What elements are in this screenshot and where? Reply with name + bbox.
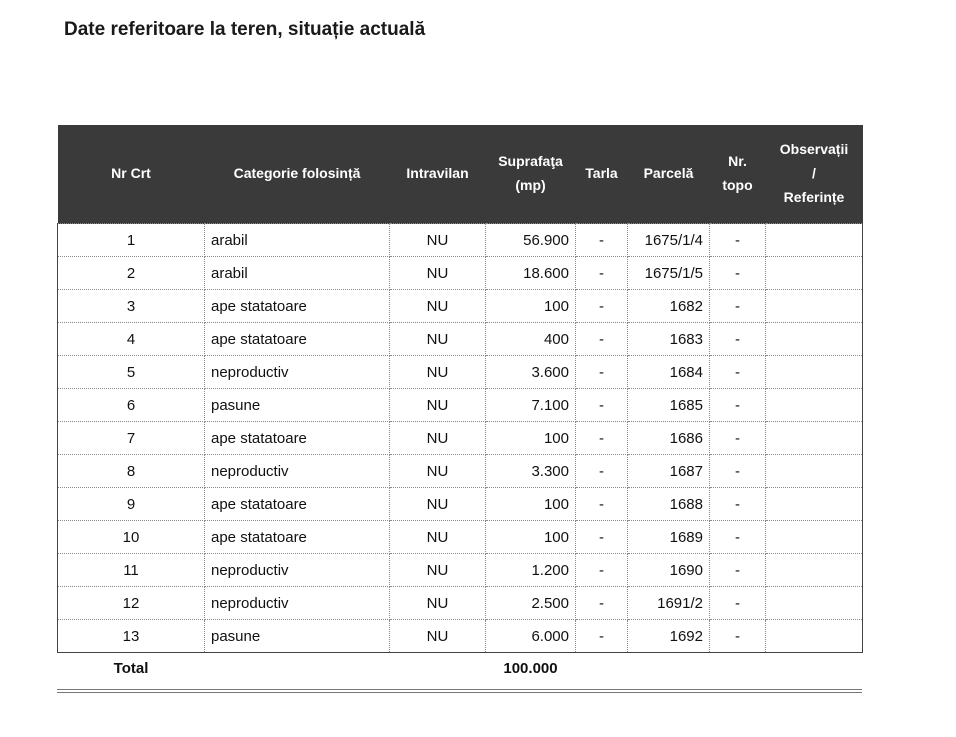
header-nr-crt: Nr Crt bbox=[58, 125, 205, 224]
cell-observatii bbox=[766, 224, 863, 257]
cell-observatii bbox=[766, 620, 863, 653]
cell-tarla: - bbox=[576, 323, 628, 356]
table-row bbox=[58, 455, 863, 488]
header-obs-line3: Referințe bbox=[783, 188, 845, 205]
cell-intravilan: NU bbox=[390, 389, 486, 422]
cell-parcela: 1689 bbox=[628, 521, 710, 554]
cell-tarla: - bbox=[576, 554, 628, 587]
cell-nr-topo: - bbox=[710, 323, 766, 356]
cell-parcela: 1685 bbox=[628, 389, 710, 422]
cell-suprafata: 100 bbox=[486, 422, 576, 455]
cell-intravilan: NU bbox=[390, 587, 486, 620]
cell-parcela: 1675/1/5 bbox=[628, 257, 710, 290]
table-row bbox=[58, 587, 863, 620]
cell-nr: 4 bbox=[58, 323, 205, 356]
total-label: Total bbox=[113, 659, 149, 677]
cell-categorie: ape statatoare bbox=[205, 521, 390, 554]
cell-nr-topo: - bbox=[710, 257, 766, 290]
header-suprafata-line1: Suprafaţa bbox=[498, 153, 563, 170]
cell-categorie: ape statatoare bbox=[205, 323, 390, 356]
table-row bbox=[58, 290, 863, 323]
cell-observatii bbox=[766, 356, 863, 389]
cell-nr-topo: - bbox=[710, 488, 766, 521]
cell-intravilan: NU bbox=[390, 521, 486, 554]
cell-intravilan: NU bbox=[390, 290, 486, 323]
cell-intravilan: NU bbox=[390, 455, 486, 488]
table-row bbox=[58, 554, 863, 587]
total-suprafata: 100.000 bbox=[503, 659, 558, 677]
cell-suprafata: 100 bbox=[486, 290, 576, 323]
total-row bbox=[58, 653, 863, 684]
cell-tarla: - bbox=[576, 620, 628, 653]
cell-suprafata: 7.100 bbox=[486, 389, 576, 422]
cell-suprafata: 400 bbox=[486, 323, 576, 356]
cell-observatii bbox=[766, 257, 863, 290]
cell-intravilan: NU bbox=[390, 422, 486, 455]
cell-categorie: pasune bbox=[205, 620, 390, 653]
cell-suprafata: 6.000 bbox=[486, 620, 576, 653]
cell-parcela: 1686 bbox=[628, 422, 710, 455]
table-row bbox=[58, 323, 863, 356]
header-obs-line2: / bbox=[812, 165, 816, 182]
header-suprafata-line2: (mp) bbox=[515, 177, 546, 193]
cell-suprafata: 1.200 bbox=[486, 554, 576, 587]
cell-nr: 5 bbox=[58, 356, 205, 389]
cell-suprafata: 2.500 bbox=[486, 587, 576, 620]
cell-nr-topo: - bbox=[710, 224, 766, 257]
cell-observatii bbox=[766, 323, 863, 356]
cell-nr: 11 bbox=[58, 554, 205, 587]
cell-suprafata: 100 bbox=[486, 488, 576, 521]
table-row bbox=[58, 488, 863, 521]
cell-observatii bbox=[766, 290, 863, 323]
header-parcela: Parcelă bbox=[628, 125, 710, 224]
cell-nr-topo: - bbox=[710, 389, 766, 422]
cell-nr: 3 bbox=[58, 290, 205, 323]
cell-nr-topo: - bbox=[710, 620, 766, 653]
cell-tarla: - bbox=[576, 356, 628, 389]
cell-categorie: neproductiv bbox=[205, 554, 390, 587]
cell-intravilan: NU bbox=[390, 620, 486, 653]
cell-tarla: - bbox=[576, 488, 628, 521]
cell-observatii bbox=[766, 455, 863, 488]
cell-categorie: neproductiv bbox=[205, 455, 390, 488]
cell-nr-topo: - bbox=[710, 455, 766, 488]
header-topo-line2: topo bbox=[722, 177, 753, 193]
cell-tarla: - bbox=[576, 389, 628, 422]
cell-parcela: 1684 bbox=[628, 356, 710, 389]
cell-intravilan: NU bbox=[390, 323, 486, 356]
cell-categorie: arabil bbox=[205, 257, 390, 290]
cell-categorie: neproductiv bbox=[205, 587, 390, 620]
cell-parcela: 1675/1/4 bbox=[628, 224, 710, 257]
cell-parcela: 1683 bbox=[628, 323, 710, 356]
header-categorie: Categorie folosință bbox=[205, 125, 390, 224]
cell-categorie: arabil bbox=[205, 224, 390, 257]
cell-nr-topo: - bbox=[710, 554, 766, 587]
header-tarla: Tarla bbox=[576, 125, 628, 224]
cell-tarla: - bbox=[576, 224, 628, 257]
table-row bbox=[58, 389, 863, 422]
land-data-table bbox=[57, 125, 863, 683]
cell-intravilan: NU bbox=[390, 224, 486, 257]
cell-categorie: ape statatoare bbox=[205, 290, 390, 323]
cell-observatii bbox=[766, 521, 863, 554]
cell-nr: 7 bbox=[58, 422, 205, 455]
table-row bbox=[58, 257, 863, 290]
cell-parcela: 1691/2 bbox=[628, 587, 710, 620]
cell-tarla: - bbox=[576, 257, 628, 290]
cell-nr: 1 bbox=[58, 224, 205, 257]
cell-nr: 10 bbox=[58, 521, 205, 554]
cell-tarla: - bbox=[576, 587, 628, 620]
table-row bbox=[58, 356, 863, 389]
cell-intravilan: NU bbox=[390, 257, 486, 290]
cell-intravilan: NU bbox=[390, 488, 486, 521]
table-header-row bbox=[58, 125, 863, 224]
table-row bbox=[58, 224, 863, 257]
cell-nr: 8 bbox=[58, 455, 205, 488]
cell-parcela: 1682 bbox=[628, 290, 710, 323]
cell-suprafata: 100 bbox=[486, 521, 576, 554]
cell-intravilan: NU bbox=[390, 554, 486, 587]
cell-suprafata: 56.900 bbox=[486, 224, 576, 257]
cell-nr: 12 bbox=[58, 587, 205, 620]
cell-nr-topo: - bbox=[710, 587, 766, 620]
cell-observatii bbox=[766, 389, 863, 422]
cell-parcela: 1687 bbox=[628, 455, 710, 488]
cell-tarla: - bbox=[576, 521, 628, 554]
header-intravilan: Intravilan bbox=[390, 125, 486, 224]
cell-nr: 2 bbox=[58, 257, 205, 290]
cell-tarla: - bbox=[576, 422, 628, 455]
header-observatii bbox=[766, 125, 863, 224]
cell-observatii bbox=[766, 422, 863, 455]
footer-double-rule bbox=[57, 689, 862, 693]
cell-nr: 9 bbox=[58, 488, 205, 521]
cell-tarla: - bbox=[576, 290, 628, 323]
cell-nr-topo: - bbox=[710, 290, 766, 323]
header-suprafata bbox=[486, 125, 576, 224]
cell-categorie: ape statatoare bbox=[205, 488, 390, 521]
table-row bbox=[58, 422, 863, 455]
cell-categorie: neproductiv bbox=[205, 356, 390, 389]
header-topo-line1: Nr. bbox=[728, 153, 747, 170]
cell-categorie: ape statatoare bbox=[205, 422, 390, 455]
cell-observatii bbox=[766, 554, 863, 587]
document-title: Date referitoare la teren, situație actuală bbox=[64, 19, 426, 40]
cell-parcela: 1690 bbox=[628, 554, 710, 587]
table-row bbox=[58, 521, 863, 554]
cell-nr: 6 bbox=[58, 389, 205, 422]
cell-nr-topo: - bbox=[710, 422, 766, 455]
cell-parcela: 1688 bbox=[628, 488, 710, 521]
cell-suprafata: 3.300 bbox=[486, 455, 576, 488]
cell-tarla: - bbox=[576, 455, 628, 488]
cell-intravilan: NU bbox=[390, 356, 486, 389]
header-obs-line1: Observații bbox=[779, 141, 849, 158]
cell-parcela: 1692 bbox=[628, 620, 710, 653]
cell-observatii bbox=[766, 587, 863, 620]
cell-nr: 13 bbox=[58, 620, 205, 653]
cell-nr-topo: - bbox=[710, 356, 766, 389]
cell-categorie: pasune bbox=[205, 389, 390, 422]
cell-observatii bbox=[766, 488, 863, 521]
cell-nr-topo: - bbox=[710, 521, 766, 554]
cell-suprafata: 18.600 bbox=[486, 257, 576, 290]
table-row bbox=[58, 620, 863, 653]
cell-suprafata: 3.600 bbox=[486, 356, 576, 389]
header-nr-topo bbox=[710, 125, 766, 224]
